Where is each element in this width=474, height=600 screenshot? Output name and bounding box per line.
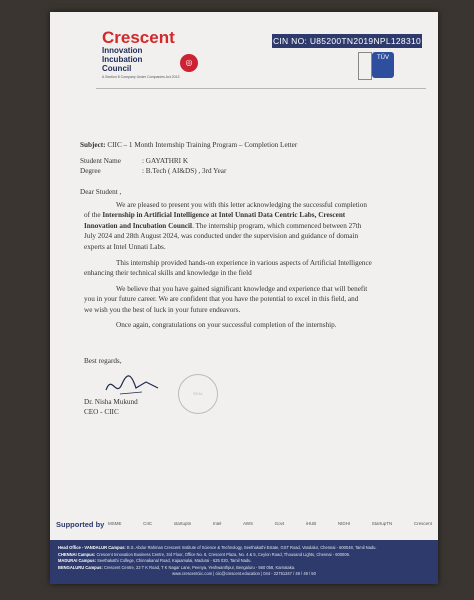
org-line-2: Incubation xyxy=(102,55,143,64)
closing: Best regards, xyxy=(84,357,122,365)
address-footer: Head Office - VANDALUR Campus: B.S. Abdur Rahman Crescent Institute of Science & Technology, Seethakathi Estate, GST Road, Vandalur, Chennai - 600048, Tamil Nadu. CHENNAI Campus: Crescent Innovation Business Centre, 3rd Floor, Office No. 8, Crescent Plaza, No. 4 & 5, Ceylon Road, Thousand Lights, Chennai - 600006. MADURAI Campus: Seethakathi College, Chinnakanal Road, Kajaamalai, Madurai - 625 020, Tamil Nadu. BENGALURU Campus: Crescent Centre, 23 T K Road, T K Nagar Lane, Peenya, Yeshwanthpur, Bengaluru - 560 058, Karnataka. www.crescentciic.com | ciic@crescent.education | 044 - 22751347 / 48 / 49 / 50 xyxy=(50,540,438,584)
sponsor-logo: Govt xyxy=(274,520,285,526)
paragraph-2: This internship provided hands-on experience in various aspects of Artificial Intelligence enhancing their technical skills and knowledge in the field xyxy=(84,259,372,278)
subject-text: CIIC – 1 Month Internship Training Program – Completion Letter xyxy=(107,141,298,149)
sponsor-logo: NIDHI xyxy=(337,520,351,526)
sponsor-logo: CIIC xyxy=(143,520,153,526)
subject-line xyxy=(80,140,430,150)
sponsor-logo: AWS xyxy=(242,520,254,526)
contact-line: www.crescentciic.com | ciic@crescent.education | 044 - 22751347 / 48 / 49 / 50 xyxy=(172,571,316,577)
paragraph-1: We are pleased to present you with this letter acknowledging the successful completion of the Internship in Artificial Intelligence at Intel Unnati Data Centric Labs, Crescent Innovation and Incubation Council. The internship program, which commenced between 27th July 2024 and 28th August 2024, was conducted under the supervision and guidance of domain experts at Intel Unnati Labs. xyxy=(84,201,367,251)
header-divider xyxy=(96,88,426,89)
sponsor-logo: Intel xyxy=(212,520,222,526)
org-line-3: Council xyxy=(102,64,132,73)
org-line-1: Innovation xyxy=(102,46,143,55)
org-emblem-icon: ◎ xyxy=(180,54,198,72)
cin-banner: CIN NO: U85200TN2019NPL128310 xyxy=(272,36,422,46)
degree-label: Degree xyxy=(80,167,101,175)
sponsor-logo: StartupTN xyxy=(371,520,393,526)
org-name: Crescent xyxy=(102,28,175,47)
sponsor-logo: Crescent xyxy=(413,520,432,526)
subject-label: Subject: xyxy=(80,141,106,149)
seal-stamp-icon: SEAL xyxy=(178,374,218,414)
degree-value: : B.Tech ( AI&DS) , 3rd Year xyxy=(142,167,227,175)
paragraph-4: Once again, congratulations on your successful completion of the internship. xyxy=(116,321,337,329)
org-tagline: A Section 8 Company Under Companies Act 2013 xyxy=(102,75,180,79)
signer-name: Dr. Nisha Mukund xyxy=(84,398,138,406)
letter-sheet xyxy=(50,12,438,584)
student-name-label: Student Name xyxy=(80,157,121,165)
sponsor-logo: MSME xyxy=(108,520,122,526)
salutation: Dear Student , xyxy=(80,188,122,196)
org-logo xyxy=(102,30,179,79)
iso-badge-icon xyxy=(358,52,372,80)
signer-title: CEO - CIIC xyxy=(84,408,119,416)
sponsor-logos xyxy=(108,515,432,531)
paragraph-3: We believe that you have gained significant knowledge and experience that will benefit you in your future career. We are confident that you have the potential to excel in this field, and we wish you the best of luck in your future endeavors. xyxy=(84,285,368,314)
sponsor-logo: iHUB xyxy=(305,520,317,526)
signature-mark xyxy=(102,368,162,402)
supported-by-label: Supported by xyxy=(56,520,105,529)
student-name-value: : GAYATHRI K xyxy=(142,157,189,165)
certification-logo-icon: TÜV xyxy=(372,52,394,78)
sponsor-logo: startuptn xyxy=(173,520,192,526)
